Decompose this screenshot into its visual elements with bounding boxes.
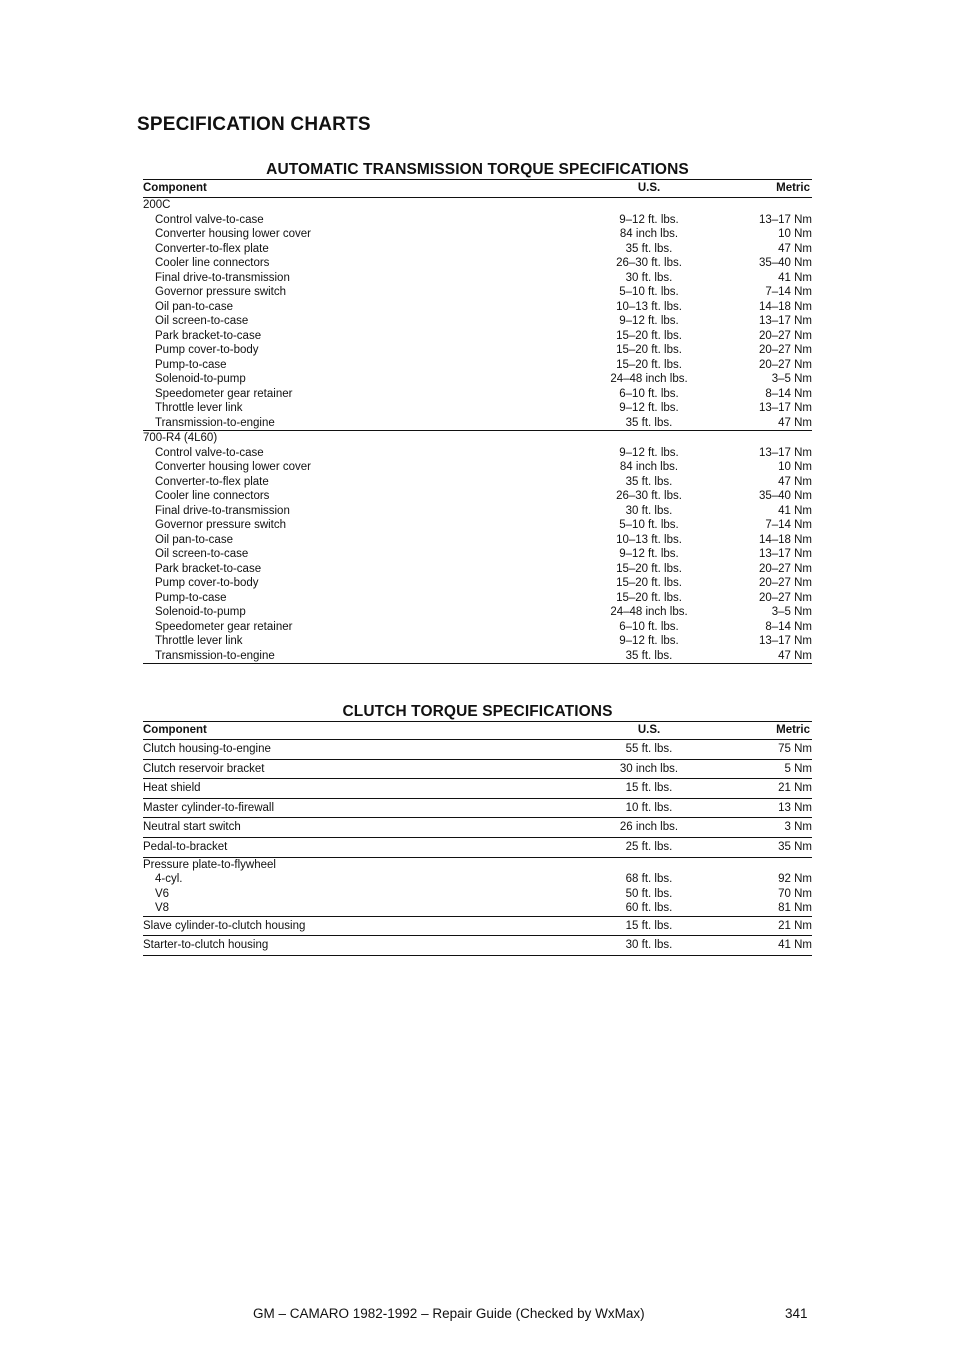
component-cell: Transmission-to-engine bbox=[155, 416, 275, 429]
table-row bbox=[143, 242, 812, 257]
metric-value-cell: 13 Nm bbox=[778, 801, 812, 814]
component-cell: V8 bbox=[155, 902, 170, 915]
table-row bbox=[143, 887, 812, 902]
component-cell: Oil screen-to-case bbox=[155, 315, 249, 327]
metric-value-cell: 13–17 Nm bbox=[758, 315, 812, 327]
table-row bbox=[143, 329, 812, 344]
metric-value-cell: 47 Nm bbox=[778, 649, 812, 662]
table-row bbox=[143, 401, 812, 416]
metric-value-cell: 81 Nm bbox=[778, 902, 812, 915]
table-body bbox=[143, 198, 812, 664]
metric-value-cell: 13–17 Nm bbox=[758, 446, 812, 459]
component-cell: Converter-to-flex plate bbox=[155, 242, 269, 255]
metric-value-cell: 3 Nm bbox=[784, 821, 812, 834]
us-value-cell: 9–12 ft. lbs. bbox=[619, 213, 679, 226]
metric-value-cell: 41 Nm bbox=[778, 271, 812, 284]
footer-title: GM – CAMARO 1982-1992 – Repair Guide (Checked by WxMax) bbox=[253, 1306, 645, 1321]
us-value-cell: 15–20 ft. lbs. bbox=[616, 358, 682, 371]
table-row bbox=[143, 740, 812, 760]
table-row bbox=[143, 227, 812, 242]
us-value-cell: 50 ft. lbs. bbox=[625, 887, 673, 900]
group-name: 700-R4 (4L60) bbox=[143, 432, 218, 444]
us-value-cell: 26–30 ft. lbs. bbox=[616, 490, 682, 502]
component-cell: Pump-to-case bbox=[155, 358, 227, 371]
component-cell: Converter housing lower cover bbox=[155, 461, 311, 473]
component-cell: Oil pan-to-case bbox=[155, 533, 233, 546]
us-value-cell: 35 ft. lbs. bbox=[625, 475, 673, 488]
metric-value-cell: 14–18 Nm bbox=[758, 300, 812, 313]
component-cell: Speedometer gear retainer bbox=[155, 387, 293, 400]
clutch-torque-table bbox=[143, 703, 812, 956]
metric-value-cell: 13–17 Nm bbox=[758, 402, 812, 414]
component-cell: Governor pressure switch bbox=[155, 286, 287, 298]
us-value-cell: 10 ft. lbs. bbox=[625, 801, 673, 814]
us-value-cell: 30 ft. lbs. bbox=[625, 939, 673, 952]
component-cell: Pump cover-to-body bbox=[155, 344, 259, 356]
table-row bbox=[143, 620, 812, 635]
table-row bbox=[143, 562, 812, 577]
header-metric: Metric bbox=[776, 724, 810, 736]
us-value-cell: 84 inch lbs. bbox=[619, 461, 679, 473]
header-metric: Metric bbox=[776, 182, 810, 194]
metric-value-cell: 20–27 Nm bbox=[758, 562, 812, 575]
component-cell: Cooler line connectors bbox=[155, 490, 270, 502]
us-value-cell: 6–10 ft. lbs. bbox=[619, 620, 679, 633]
us-value-cell: 5–10 ft. lbs. bbox=[619, 286, 679, 298]
table-row bbox=[143, 901, 812, 917]
metric-value-cell: 21 Nm bbox=[778, 782, 812, 795]
metric-value-cell: 3–5 Nm bbox=[771, 606, 812, 618]
us-value-cell: 15 ft. lbs. bbox=[625, 919, 673, 932]
component-cell: Oil pan-to-case bbox=[155, 300, 233, 313]
table-row bbox=[143, 917, 812, 937]
us-value-cell: 26 inch lbs. bbox=[619, 821, 679, 834]
automatic-transmission-torque-table bbox=[143, 161, 812, 664]
table-row bbox=[143, 460, 812, 475]
metric-value-cell: 47 Nm bbox=[778, 416, 812, 429]
us-value-cell: 10–13 ft. lbs. bbox=[616, 533, 682, 546]
us-value-cell: 35 ft. lbs. bbox=[625, 242, 673, 255]
metric-value-cell: 75 Nm bbox=[778, 743, 812, 755]
table-row bbox=[143, 838, 812, 858]
table-row bbox=[143, 314, 812, 329]
header-component: Component bbox=[143, 182, 207, 194]
metric-value-cell: 35–40 Nm bbox=[758, 490, 812, 502]
table-row bbox=[143, 779, 812, 799]
component-cell: Park bracket-to-case bbox=[155, 329, 262, 342]
table-row bbox=[143, 489, 812, 504]
header-us: U.S. bbox=[637, 182, 661, 194]
metric-value-cell: 20–27 Nm bbox=[758, 577, 812, 589]
table-row bbox=[143, 271, 812, 286]
component-cell: Control valve-to-case bbox=[155, 446, 264, 459]
component-cell: Heat shield bbox=[143, 782, 201, 795]
us-value-cell: 68 ft. lbs. bbox=[625, 873, 673, 886]
table-row bbox=[143, 518, 812, 533]
table-row bbox=[143, 372, 812, 387]
table-row bbox=[143, 213, 812, 228]
us-value-cell: 30 inch lbs. bbox=[619, 762, 679, 775]
component-cell: Pump-to-case bbox=[155, 591, 227, 604]
us-value-cell: 15–20 ft. lbs. bbox=[616, 577, 682, 589]
metric-value-cell: 13–17 Nm bbox=[758, 213, 812, 226]
us-value-cell: 24–48 inch lbs. bbox=[610, 373, 688, 385]
table-row bbox=[143, 872, 812, 887]
us-value-cell: 6–10 ft. lbs. bbox=[619, 387, 679, 400]
component-cell: V6 bbox=[155, 887, 170, 900]
header-us: U.S. bbox=[637, 724, 661, 736]
us-value-cell: 10–13 ft. lbs. bbox=[616, 300, 682, 313]
us-value-cell: 55 ft. lbs. bbox=[625, 743, 673, 755]
metric-value-cell: 20–27 Nm bbox=[758, 329, 812, 342]
us-value-cell: 25 ft. lbs. bbox=[625, 840, 673, 853]
component-cell: Solenoid-to-pump bbox=[155, 373, 246, 385]
us-value-cell: 15–20 ft. lbs. bbox=[616, 562, 682, 575]
component-cell: Oil screen-to-case bbox=[155, 548, 249, 560]
metric-value-cell: 14–18 Nm bbox=[758, 533, 812, 546]
metric-value-cell: 35 Nm bbox=[778, 840, 812, 853]
table-row bbox=[143, 343, 812, 358]
metric-value-cell: 20–27 Nm bbox=[758, 358, 812, 371]
column-headers bbox=[143, 180, 812, 198]
metric-value-cell: 21 Nm bbox=[778, 919, 812, 932]
table-row bbox=[143, 760, 812, 780]
us-value-cell: 9–12 ft. lbs. bbox=[619, 446, 679, 459]
component-cell: Throttle lever link bbox=[155, 402, 243, 414]
component-cell: Starter-to-clutch housing bbox=[143, 939, 269, 952]
table-row bbox=[143, 358, 812, 373]
metric-value-cell: 7–14 Nm bbox=[765, 286, 812, 298]
component-cell: Master cylinder-to-firewall bbox=[143, 801, 275, 814]
metric-value-cell: 70 Nm bbox=[778, 887, 812, 900]
us-value-cell: 15–20 ft. lbs. bbox=[616, 329, 682, 342]
metric-value-cell: 10 Nm bbox=[778, 461, 812, 473]
us-value-cell: 9–12 ft. lbs. bbox=[619, 635, 679, 647]
table-row bbox=[143, 818, 812, 838]
metric-value-cell: 35–40 Nm bbox=[758, 257, 812, 269]
header-component: Component bbox=[143, 724, 207, 736]
component-cell: Final drive-to-transmission bbox=[155, 504, 290, 517]
metric-value-cell: 3–5 Nm bbox=[771, 373, 812, 385]
metric-value-cell: 47 Nm bbox=[778, 475, 812, 488]
component-cell: Control valve-to-case bbox=[155, 213, 264, 226]
column-headers bbox=[143, 722, 812, 740]
metric-value-cell: 5 Nm bbox=[784, 762, 812, 775]
component-cell: Converter housing lower cover bbox=[155, 228, 311, 240]
table-row bbox=[143, 576, 812, 591]
table-row bbox=[143, 285, 812, 300]
us-value-cell: 9–12 ft. lbs. bbox=[619, 548, 679, 560]
table-row bbox=[143, 634, 812, 649]
table-row bbox=[143, 799, 812, 819]
table-row bbox=[143, 533, 812, 548]
metric-value-cell: 7–14 Nm bbox=[765, 519, 812, 531]
component-cell: Clutch housing-to-engine bbox=[143, 743, 271, 755]
component-cell: Converter-to-flex plate bbox=[155, 475, 269, 488]
component-cell: Throttle lever link bbox=[155, 635, 243, 647]
us-value-cell: 30 ft. lbs. bbox=[625, 271, 673, 284]
component-cell: Slave cylinder-to-clutch housing bbox=[143, 919, 306, 932]
table-row bbox=[143, 591, 812, 606]
us-value-cell: 15–20 ft. lbs. bbox=[616, 344, 682, 356]
component-cell: Solenoid-to-pump bbox=[155, 606, 246, 618]
us-value-cell: 60 ft. lbs. bbox=[625, 902, 673, 915]
component-cell: Pedal-to-bracket bbox=[143, 840, 228, 853]
metric-value-cell: 41 Nm bbox=[778, 504, 812, 517]
component-cell: Clutch reservoir bracket bbox=[143, 762, 265, 775]
us-value-cell: 9–12 ft. lbs. bbox=[619, 315, 679, 327]
group-name: 200C bbox=[143, 199, 171, 211]
us-value-cell: 35 ft. lbs. bbox=[625, 649, 673, 662]
table-row bbox=[143, 256, 812, 271]
us-value-cell: 15–20 ft. lbs. bbox=[616, 591, 682, 604]
component-cell: Speedometer gear retainer bbox=[155, 620, 293, 633]
table-row bbox=[143, 605, 812, 620]
table-row bbox=[143, 858, 812, 873]
metric-value-cell: 8–14 Nm bbox=[765, 387, 812, 400]
table-row bbox=[143, 649, 812, 665]
group-label-row bbox=[143, 198, 812, 213]
metric-value-cell: 13–17 Nm bbox=[758, 635, 812, 647]
component-cell: Pump cover-to-body bbox=[155, 577, 259, 589]
component-cell: Neutral start switch bbox=[143, 821, 241, 834]
component-cell: 4-cyl. bbox=[155, 873, 183, 886]
component-cell: Pressure plate-to-flywheel bbox=[143, 858, 276, 871]
us-value-cell: 15 ft. lbs. bbox=[625, 782, 673, 795]
metric-value-cell: 20–27 Nm bbox=[758, 344, 812, 356]
page-number: 341 bbox=[785, 1306, 808, 1321]
table-row bbox=[143, 504, 812, 519]
us-value-cell: 24–48 inch lbs. bbox=[610, 606, 688, 618]
metric-value-cell: 92 Nm bbox=[778, 873, 812, 886]
table-row bbox=[143, 387, 812, 402]
us-value-cell: 30 ft. lbs. bbox=[625, 504, 673, 517]
table-row bbox=[143, 475, 812, 490]
us-value-cell: 35 ft. lbs. bbox=[625, 416, 673, 429]
table-row bbox=[143, 416, 812, 432]
group-label-row bbox=[143, 431, 812, 446]
us-value-cell: 84 inch lbs. bbox=[619, 228, 679, 240]
component-cell: Transmission-to-engine bbox=[155, 649, 275, 662]
us-value-cell: 5–10 ft. lbs. bbox=[619, 519, 679, 531]
component-cell: Cooler line connectors bbox=[155, 257, 270, 269]
metric-value-cell: 13–17 Nm bbox=[758, 548, 812, 560]
metric-value-cell: 20–27 Nm bbox=[758, 591, 812, 604]
component-cell: Governor pressure switch bbox=[155, 519, 287, 531]
table-row bbox=[143, 936, 812, 956]
table-title: CLUTCH TORQUE SPECIFICATIONS bbox=[143, 703, 812, 722]
page-heading: SPECIFICATION CHARTS bbox=[137, 114, 371, 135]
table-row bbox=[143, 300, 812, 315]
metric-value-cell: 8–14 Nm bbox=[765, 620, 812, 633]
us-value-cell: 9–12 ft. lbs. bbox=[619, 402, 679, 414]
table-row bbox=[143, 547, 812, 562]
us-value-cell: 26–30 ft. lbs. bbox=[616, 257, 682, 269]
metric-value-cell: 10 Nm bbox=[778, 228, 812, 240]
table-row bbox=[143, 446, 812, 461]
metric-value-cell: 41 Nm bbox=[778, 939, 812, 952]
component-cell: Final drive-to-transmission bbox=[155, 271, 290, 284]
metric-value-cell: 47 Nm bbox=[778, 242, 812, 255]
table-title: AUTOMATIC TRANSMISSION TORQUE SPECIFICATIONS bbox=[143, 161, 812, 180]
component-cell: Park bracket-to-case bbox=[155, 562, 262, 575]
table-body bbox=[143, 740, 812, 956]
